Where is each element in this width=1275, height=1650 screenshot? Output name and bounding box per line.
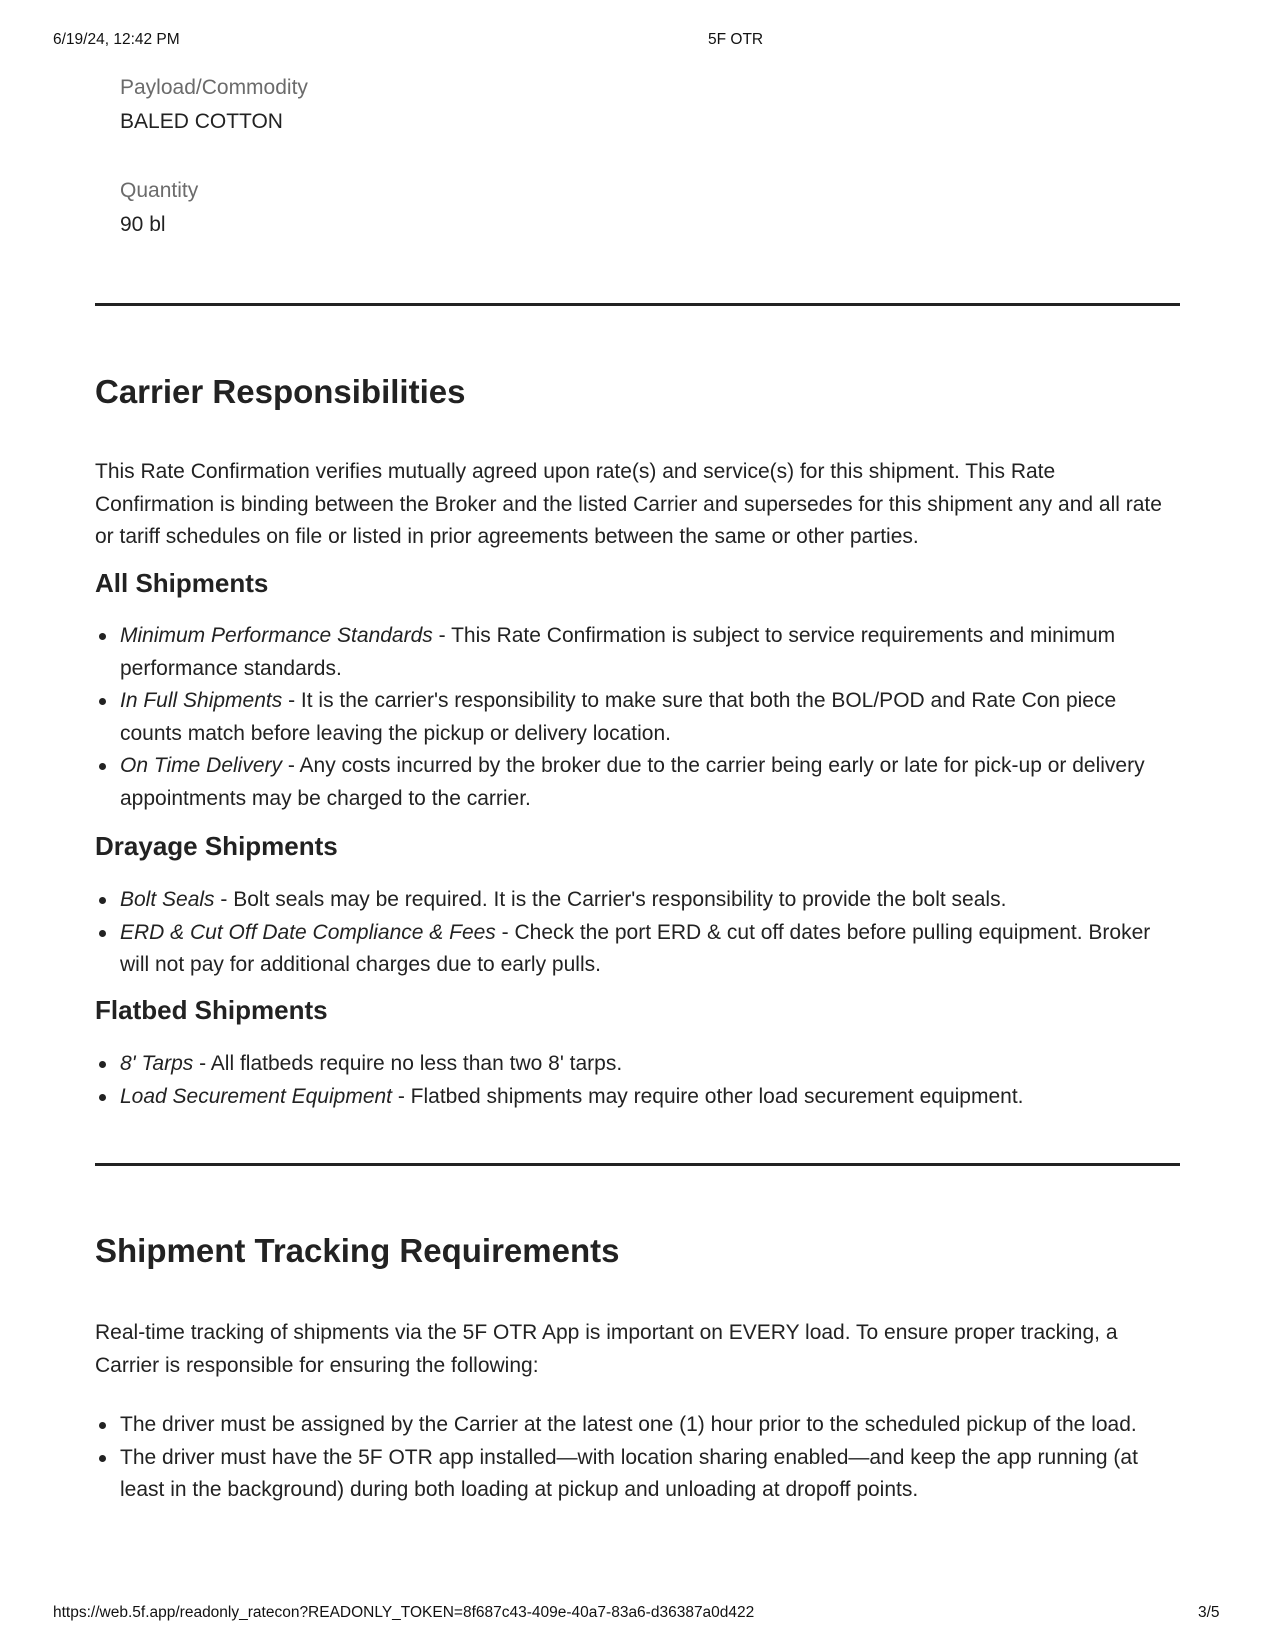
carrier-responsibilities-intro: This Rate Confirmation verifies mutually agreed upon rate(s) and service(s) for this shipment. This Rate Confirmation is binding between the Broker and the listed Carrier and supersedes for this shipment any and all rate or tariff schedules on file or listed in prior agreements between the same or other parties. bbox=[95, 460, 1162, 548]
list-item bbox=[120, 685, 1180, 750]
item-term: 8' Tarps bbox=[120, 1052, 194, 1075]
section-divider bbox=[95, 303, 1180, 306]
item-term: In Full Shipments bbox=[120, 689, 283, 712]
list-item bbox=[120, 884, 1180, 917]
drayage-shipments-heading: Drayage Shipments bbox=[95, 831, 338, 861]
shipment-tracking-heading: Shipment Tracking Requirements bbox=[95, 1232, 620, 1269]
flatbed-shipments-list bbox=[120, 1048, 1180, 1113]
item-text: - It is the carrier's responsibility to make sure that both the BOL/POD and Rate Con piece counts match before leaving the pickup or delivery location. bbox=[120, 689, 1117, 745]
drayage-shipments-list bbox=[120, 884, 1180, 982]
item-term: ERD & Cut Off Date Compliance & Fees bbox=[120, 920, 496, 944]
item-text: - Any costs incurred by the broker due to the carrier being early or late for pick-up or delivery appointments may be charged to the carrier. bbox=[120, 754, 1145, 810]
payload-field bbox=[120, 76, 308, 134]
print-page-title: 5F OTR bbox=[708, 31, 764, 48]
item-term: On Time Delivery bbox=[120, 754, 283, 777]
all-shipments-list bbox=[120, 620, 1180, 815]
quantity-label: Quantity bbox=[120, 179, 199, 202]
list-item bbox=[120, 1048, 1180, 1081]
list-item bbox=[120, 1081, 1180, 1114]
item-term: Bolt Seals bbox=[120, 888, 215, 911]
list-item bbox=[120, 917, 1180, 982]
section-divider bbox=[95, 1163, 1180, 1166]
item-text: - Check the port ERD & cut off dates before pulling equipment. Broker will not pay for additional charges due to early pulls. bbox=[120, 920, 1151, 976]
list-item bbox=[120, 750, 1180, 815]
print-url: https://web.5f.app/readonly_ratecon?READONLY_TOKEN=8f687c43-409e-40a7-83a6-d36387a0d422 bbox=[53, 1604, 755, 1621]
print-datetime: 6/19/24, 12:42 PM bbox=[53, 31, 180, 48]
item-term: Minimum Performance Standards bbox=[120, 624, 433, 647]
shipment-tracking-list bbox=[120, 1409, 1180, 1507]
carrier-responsibilities-heading: Carrier Responsibilities bbox=[95, 373, 466, 410]
list-item: The driver must be assigned by the Carrier at the latest one (1) hour prior to the scheduled pickup of the load. bbox=[120, 1409, 1180, 1442]
all-shipments-heading: All Shipments bbox=[95, 568, 269, 598]
flatbed-shipments-heading: Flatbed Shipments bbox=[95, 995, 328, 1025]
shipment-tracking-intro: Real-time tracking of shipments via the 5F OTR App is important on EVERY load. To ensure proper tracking, a Carrier is responsible for ensuring the following: bbox=[95, 1321, 1118, 1377]
list-item bbox=[120, 620, 1180, 685]
payload-value: BALED COTTON bbox=[120, 110, 283, 133]
payload-label: Payload/Commodity bbox=[120, 76, 308, 99]
page-number: 3/5 bbox=[1198, 1604, 1220, 1621]
item-text: - Flatbed shipments may require other load securement equipment. bbox=[392, 1084, 1024, 1108]
quantity-field bbox=[120, 179, 198, 237]
item-term: Load Securement Equipment bbox=[120, 1084, 393, 1108]
quantity-value: 90 bl bbox=[120, 213, 166, 236]
item-text: - All flatbeds require no less than two 8' tarps. bbox=[193, 1052, 623, 1075]
item-text: - This Rate Confirmation is subject to service requirements and minimum performance standards. bbox=[120, 624, 1116, 680]
item-text: - Bolt seals may be required. It is the Carrier's responsibility to provide the bolt seals. bbox=[214, 888, 1007, 911]
list-item: The driver must have the 5F OTR app installed—with location sharing enabled—and keep the app running (at least in the background) during both loading at pickup and unloading at dropoff points. bbox=[120, 1442, 1180, 1507]
